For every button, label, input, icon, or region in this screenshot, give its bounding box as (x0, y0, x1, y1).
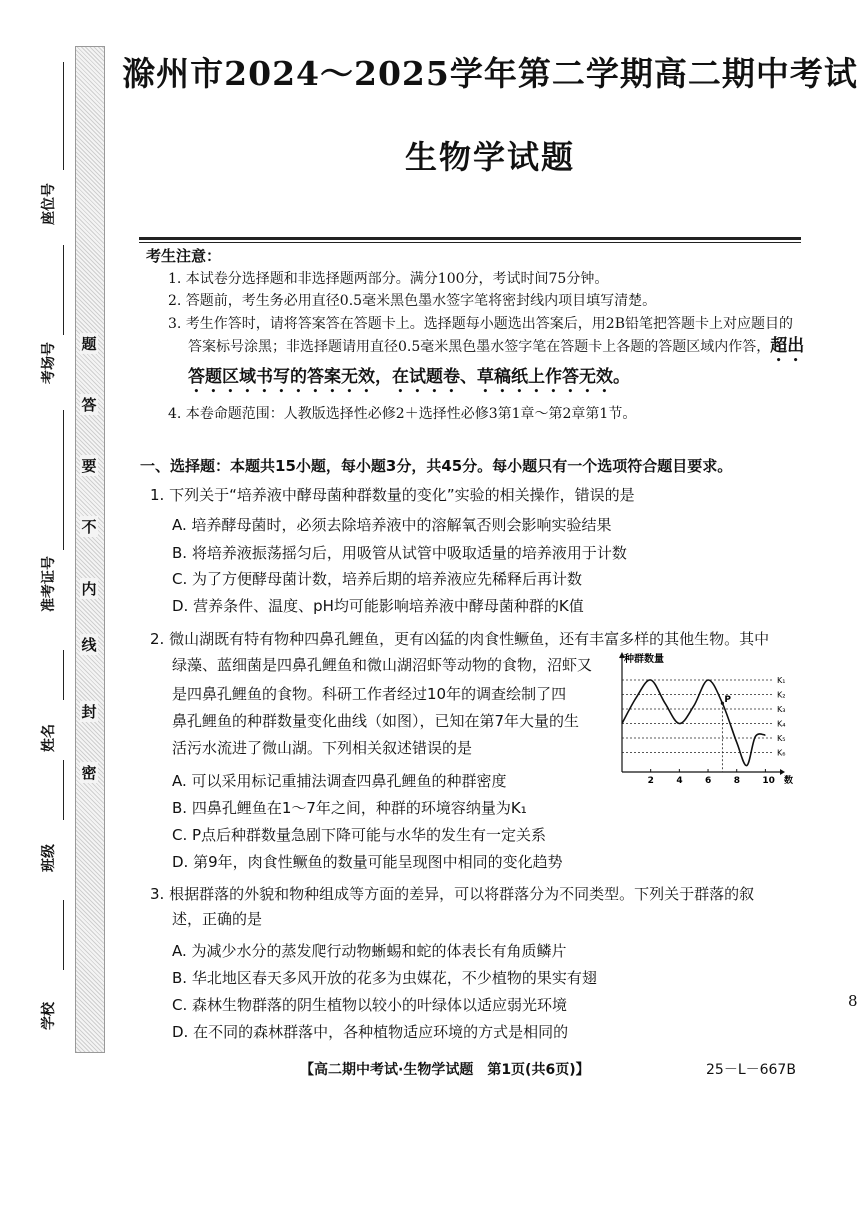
side-label-5: 班级 (41, 844, 57, 872)
x-tick-label-6: 6 (705, 776, 712, 786)
seal-char-1: 密 (81, 764, 97, 782)
question-3-option-c: C. 森林生物群落的阴生植物以较小的叶绿体以适应弱光环境 (172, 996, 568, 1014)
question-3-option-b: B. 华北地区春天多风开放的花多为虫媒花，不少植物的果实有翅 (172, 969, 597, 987)
notice-item-3-text: 3. 考生作答时，请将答案答在答题卡上。选择题每小题选出答案后，用2B铅笔把答题卡上对应题目的答案标号涂黑；非选择题请用直径0.5毫米黑色墨水签字笔在答题卡上各题的答题区域内作答， (168, 315, 794, 355)
question-2-option-d: D. 第9年，肉食性鳜鱼的数量可能呈现图中相同的变化趋势 (172, 853, 563, 871)
exam-title: 滁州市2024～2025学年第二学期高二期中考试 (122, 54, 858, 93)
k-level-label-2: K₂ (777, 690, 786, 700)
seal-char-8: 题 (81, 335, 97, 353)
k-level-label-1: K₁ (777, 676, 786, 685)
side-label-2: 考场号 (41, 342, 57, 384)
x-tick-label-2: 2 (647, 776, 654, 786)
question-2-option-a: A. 可以采用标记重捕法调查四鼻孔鲤鱼的种群密度 (172, 772, 507, 790)
footer-code: 25－L－667B (706, 1062, 796, 1078)
notice-block (146, 245, 806, 426)
seal-char-5: 不 (81, 518, 97, 536)
question-1-option-c: C. 为了方便酵母菌计数，培养后期的培养液应先稀释后再计数 (172, 570, 583, 588)
x-tick-label-10: 10 (762, 776, 775, 786)
k-level-label-6: K₆ (777, 748, 786, 758)
seal-char-4: 内 (81, 580, 97, 598)
question-3-option-a: A. 为减少水分的蒸发爬行动物蜥蜴和蛇的体表长有角质鳞片 (172, 942, 567, 960)
k-level-label-4: K₄ (777, 719, 786, 729)
side-fill-line-1[interactable] (63, 62, 64, 170)
x-axis-label: 数 (784, 776, 794, 786)
population-chart (612, 650, 808, 786)
point-p-label: P (724, 695, 731, 706)
seal-char-7: 答 (81, 396, 97, 414)
question-2-option-c: C. P点后种群数量急剧下降可能与水华的发生有一定关系 (172, 826, 547, 844)
seal-char-2: 封 (81, 703, 97, 721)
question-1-option-a: A. 培养酵母菌时，必须去除培养液中的溶解氧否则会影响实验结果 (172, 516, 612, 534)
footer-page-info: 【高二期中考试·生物学试题 第1页(共6页)】 (300, 1062, 590, 1078)
k-level-label-3: K₃ (777, 705, 786, 714)
side-label-3: 准考证号 (41, 556, 57, 612)
question-2-stem-line-1: 2. 微山湖既有特有物种四鼻孔鲤鱼，更有凶猛的肉食性鳜鱼，还有丰富多样的其他生物。其中 (150, 630, 770, 648)
x-tick-label-4: 4 (676, 776, 683, 786)
header-rule-thick (139, 237, 801, 240)
question-2-stem-line-4: 鼻孔鲤鱼的种群数量变化曲线（如图），已知在第7年大量的生 (172, 712, 580, 730)
edge-mark: 8 (848, 992, 858, 1010)
subject-title: 生物学试题 (404, 138, 575, 176)
section-title: 一、选择题：本题共15小题，每小题3分，共45分。每小题只有一个选项符合题目要求。 (140, 457, 733, 475)
side-label-4: 姓名 (41, 724, 57, 752)
notice-item-3 (146, 313, 806, 398)
question-1-option-b: B. 将培养液振荡摇匀后，用吸管从试管中吸取适量的培养液用于计数 (172, 544, 627, 562)
question-2-stem-line-3: 是四鼻孔鲤鱼的食物。科研工作者经过10年的调查绘制了四 (172, 685, 567, 703)
notice-item-1: 1. 本试卷分选择题和非选择题两部分。满分100分，考试时间75分钟。 (168, 270, 609, 287)
side-fill-line-4[interactable] (63, 650, 64, 700)
question-2-option-b: B. 四鼻孔鲤鱼在1～7年之间，种群的环境容纳量为K₁ (172, 799, 527, 817)
notice-item-2: 2. 答题前，考生务必用直径0.5毫米黑色墨水签字笔将密封线内项目填写清楚。 (168, 293, 657, 309)
notice-emphasis: 超出答题区域书写的答案无效，在试题卷、草稿纸上作答无效。 (188, 336, 805, 387)
side-fill-line-5[interactable] (63, 760, 64, 820)
question-1-option-d: D. 营养条件、温度、pH均可能影响培养液中酵母菌种群的K值 (172, 597, 584, 615)
y-axis-label: 种群数量 (624, 654, 664, 665)
side-fill-line-3[interactable] (63, 410, 64, 550)
side-label-6: 学校 (41, 1002, 57, 1030)
side-label-1: 座位号 (41, 183, 57, 225)
x-tick-label-8: 8 (733, 776, 740, 786)
seal-char-3: 线 (81, 636, 97, 654)
question-2-stem-line-5: 活污水流进了微山湖。下列相关叙述错误的是 (172, 739, 473, 757)
question-3-stem-line-1: 3. 根据群落的外貌和物种组成等方面的差异，可以将群落分为不同类型。下列关于群落的叙 (150, 885, 755, 903)
binding-margin (75, 46, 105, 1053)
side-fill-line-6[interactable] (63, 900, 64, 970)
header-rule-thin (139, 242, 801, 243)
question-3-stem-line-2: 述，正确的是 (172, 910, 263, 928)
notice-item-4: 4. 本卷命题范围：人教版选择性必修2＋选择性必修3第1章～第2章第1节。 (168, 406, 637, 422)
seal-char-6: 要 (81, 457, 97, 475)
question-1-stem: 1. 下列关于“培养液中酵母菌种群数量的变化”实验的相关操作，错误的是 (150, 486, 635, 504)
question-3-option-d: D. 在不同的森林群落中，各种植物适应环境的方式是相同的 (172, 1023, 569, 1041)
question-2-stem-line-2: 绿藻、蓝细菌是四鼻孔鲤鱼和微山湖沼虾等动物的食物，沼虾又 (172, 656, 593, 674)
side-fill-line-2[interactable] (63, 245, 64, 335)
k-level-label-5: K₅ (777, 734, 786, 743)
x-axis-arrow (780, 769, 785, 775)
notice-heading: 考生注意： (146, 247, 222, 265)
